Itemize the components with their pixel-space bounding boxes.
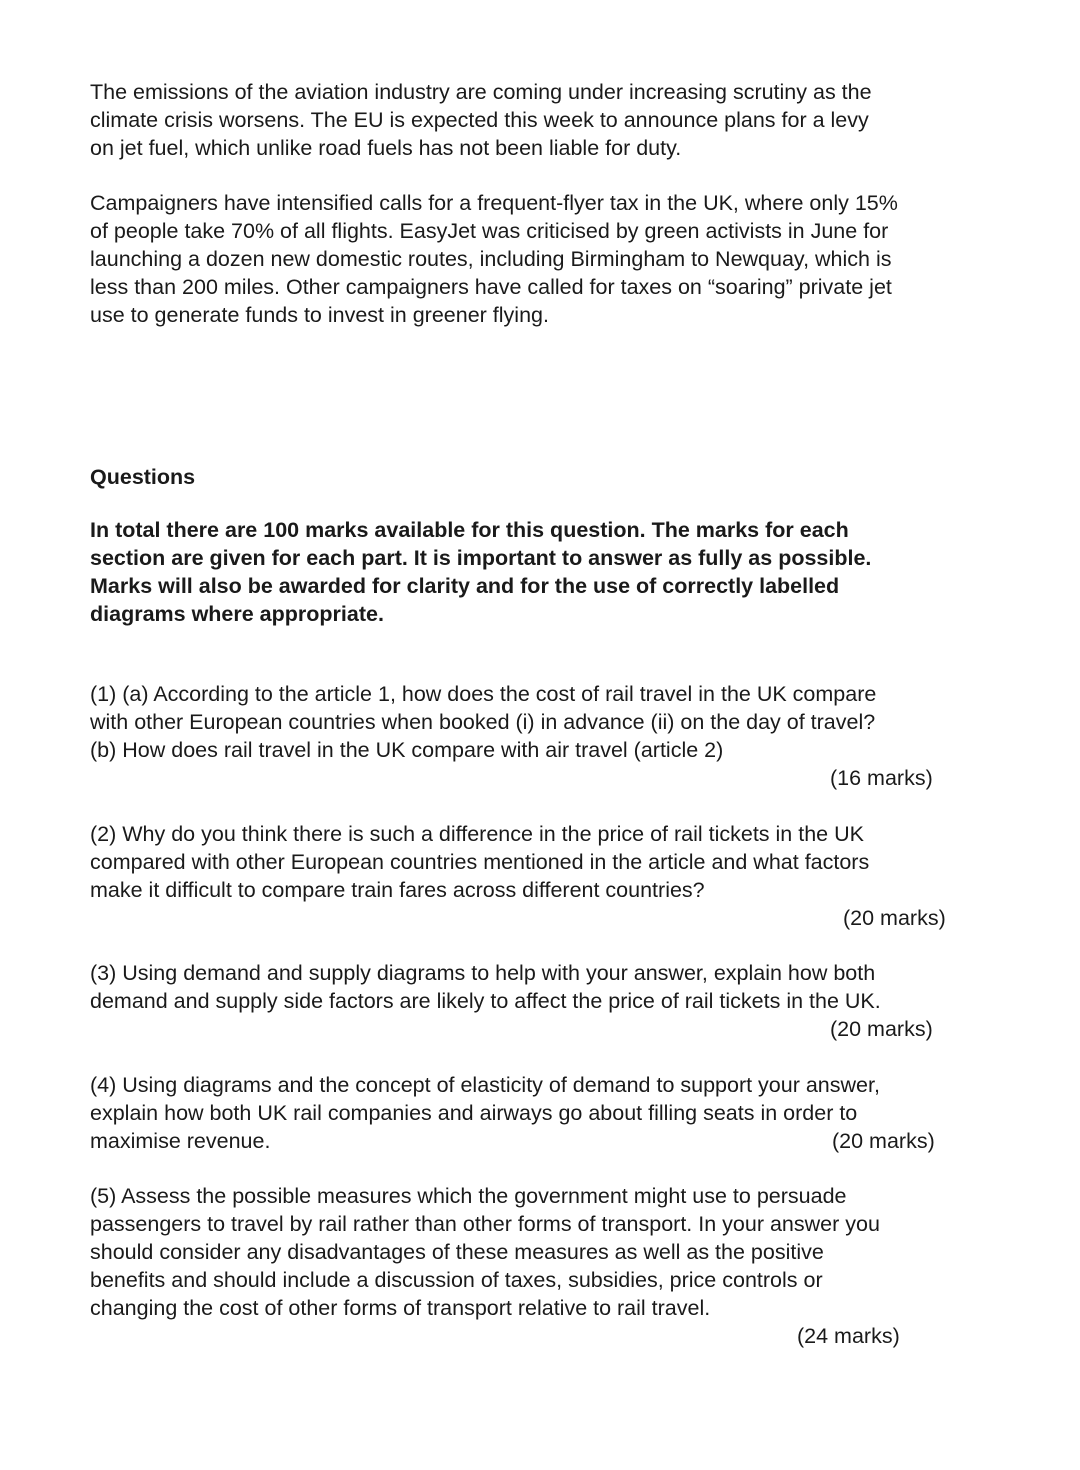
- question-3: [90, 959, 1010, 1015]
- article-paragraph-2: [90, 189, 1010, 329]
- text-line: (b) How does rail travel in the UK compare with air travel (article 2): [90, 738, 724, 762]
- text-line: should consider any disadvantages of these measures as well as the positive: [90, 1240, 824, 1264]
- text-line: use to generate funds to invest in greener flying.: [90, 303, 549, 327]
- instructions: [90, 516, 1010, 628]
- text-line: changing the cost of other forms of transport relative to rail travel.: [90, 1296, 711, 1320]
- text-line: (5) Assess the possible measures which the government might use to persuade: [90, 1184, 847, 1208]
- text-line: launching a dozen new domestic routes, including Birmingham to Newquay, which is: [90, 247, 892, 271]
- text-line: Marks will also be awarded for clarity and for the use of correctly labelled: [90, 574, 840, 598]
- question-4-marks: (20 marks): [832, 1129, 935, 1153]
- question-5-marks: (24 marks): [797, 1324, 900, 1348]
- text-line: explain how both UK rail companies and airways go about filling seats in order to: [90, 1101, 858, 1125]
- text-line: demand and supply side factors are likely to affect the price of rail tickets in the UK.: [90, 989, 881, 1013]
- text-line: diagrams where appropriate.: [90, 602, 384, 626]
- question-5: [90, 1182, 1010, 1322]
- text-line: (1) (a) According to the article 1, how does the cost of rail travel in the UK compare: [90, 682, 877, 706]
- text-line: (2) Why do you think there is such a difference in the price of rail tickets in the UK: [90, 822, 864, 846]
- question-1-marks: (16 marks): [830, 766, 933, 790]
- text-line: section are given for each part. It is important to answer as fully as possible.: [90, 546, 872, 570]
- text-line: less than 200 miles. Other campaigners have called for taxes on “soaring” private jet: [90, 275, 892, 299]
- question-1: [90, 680, 1010, 764]
- question-2: [90, 820, 1010, 904]
- text-line: compared with other European countries mentioned in the article and what factors: [90, 850, 870, 874]
- text-line: (3) Using demand and supply diagrams to help with your answer, explain how both: [90, 961, 876, 985]
- question-2-marks: (20 marks): [843, 906, 946, 930]
- text-line: benefits and should include a discussion of taxes, subsidies, price controls or: [90, 1268, 823, 1292]
- text-line: make it difficult to compare train fares across different countries?: [90, 878, 705, 902]
- text-line: In total there are 100 marks available for this question. The marks for each: [90, 518, 849, 542]
- question-3-marks: (20 marks): [830, 1017, 933, 1041]
- text-line: maximise revenue.: [90, 1129, 271, 1153]
- questions-heading: Questions: [90, 465, 196, 489]
- text-line: passengers to travel by rail rather than other forms of transport. In your answer you: [90, 1212, 880, 1236]
- text-line: (4) Using diagrams and the concept of elasticity of demand to support your answer,: [90, 1073, 880, 1097]
- text-line: climate crisis worsens. The EU is expected this week to announce plans for a levy: [90, 108, 869, 132]
- text-line: The emissions of the aviation industry are coming under increasing scrutiny as the: [90, 80, 872, 104]
- text-line: with other European countries when booked (i) in advance (ii) on the day of travel?: [90, 710, 876, 734]
- text-line: on jet fuel, which unlike road fuels has not been liable for duty.: [90, 136, 682, 160]
- article-paragraph-1: [90, 78, 1010, 162]
- text-line: Campaigners have intensified calls for a frequent-flyer tax in the UK, where only 15%: [90, 191, 898, 215]
- text-line: of people take 70% of all flights. EasyJet was criticised by green activists in June for: [90, 219, 889, 243]
